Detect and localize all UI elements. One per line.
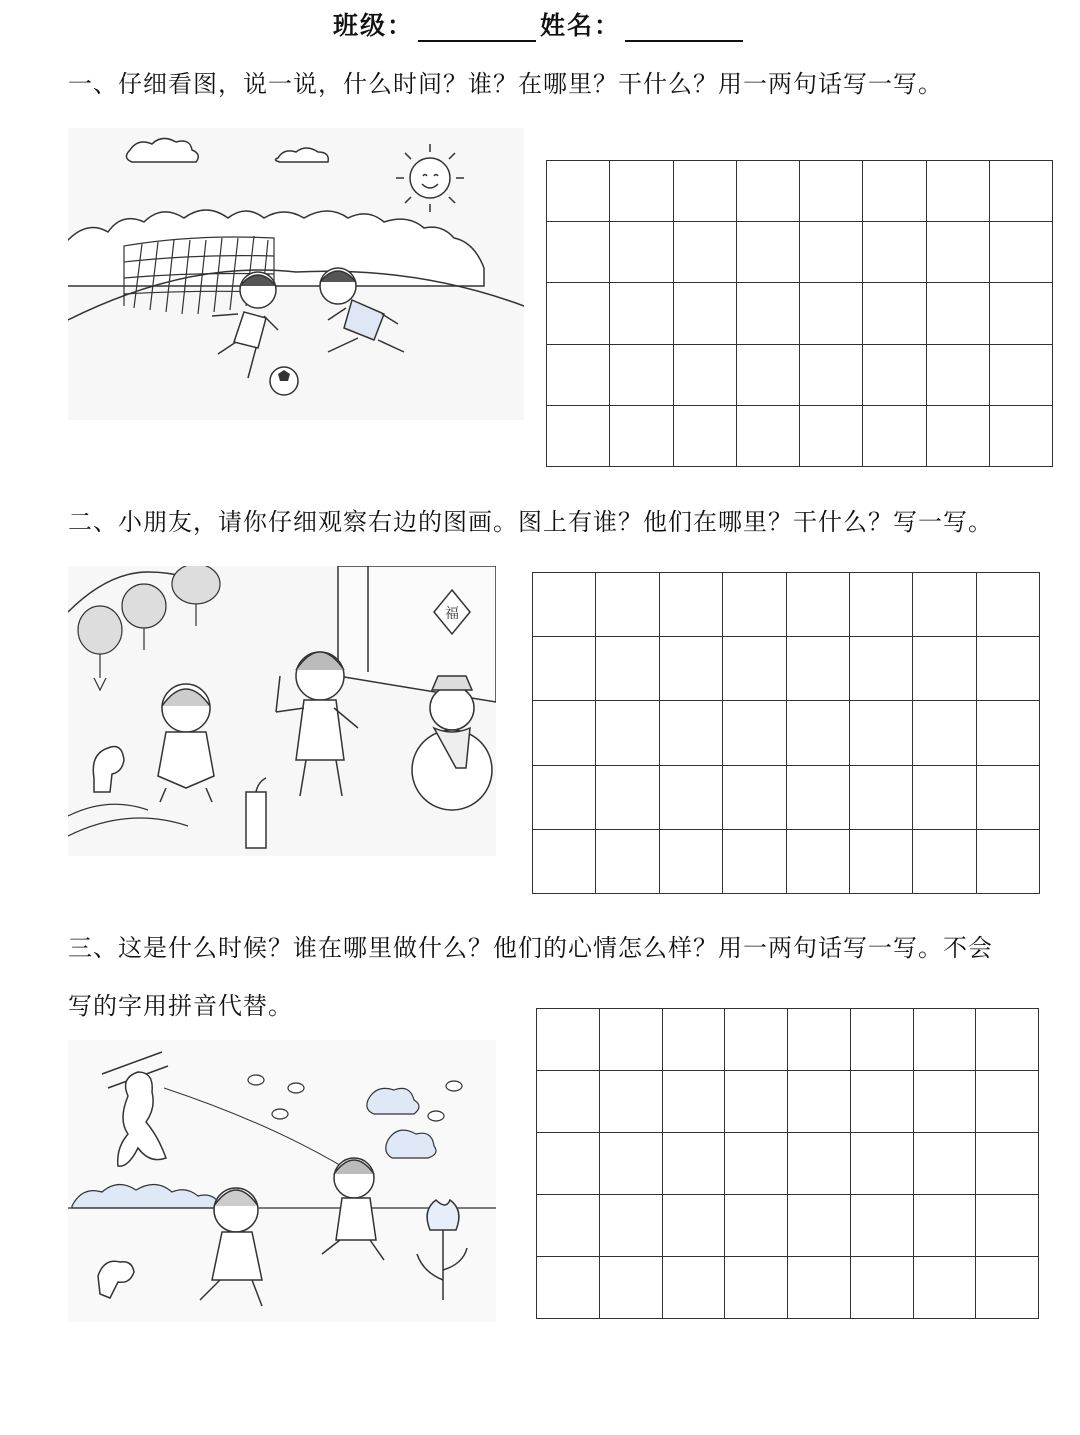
writing-grid-3[interactable]	[536, 1008, 1039, 1319]
class-blank-line[interactable]	[418, 16, 536, 42]
student-info-header	[0, 6, 1080, 42]
question-3-text-line2: 写的字用拼音代替。	[68, 992, 293, 1020]
fu-character: 福	[445, 606, 459, 622]
class-label: 班级：	[332, 11, 414, 40]
soccer-ball-icon	[270, 367, 298, 395]
writing-grid-2[interactable]	[532, 572, 1040, 894]
kite-flying-illustration	[68, 1040, 496, 1322]
spring-festival-illustration	[68, 566, 496, 856]
question-2-text: 二、小朋友，请你仔细观察右边的图画。图上有谁？他们在哪里？干什么？写一写。	[68, 508, 993, 536]
writing-grid-1[interactable]	[546, 160, 1053, 467]
question-1-text: 一、仔细看图，说一说，什么时间？谁？在哪里？干什么？用一两句话写一写。	[68, 70, 943, 98]
soccer-illustration	[68, 128, 524, 420]
name-label: 姓名：	[540, 11, 622, 40]
name-blank-line[interactable]	[625, 16, 743, 42]
question-3-text-line1: 三、这是什么时候？谁在哪里做什么？他们的心情怎么样？用一两句话写一写。不会	[68, 934, 993, 962]
